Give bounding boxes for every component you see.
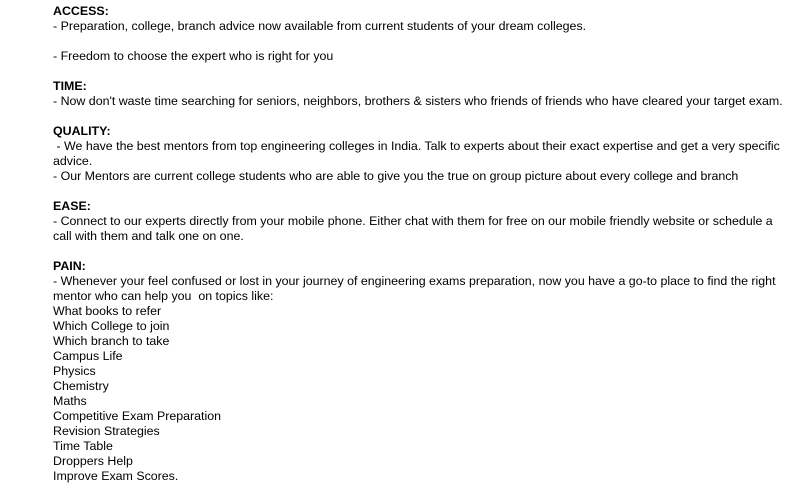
- document-body: [53, 4, 783, 484]
- section-pain: [53, 259, 783, 484]
- topic-item: Campus Life: [53, 349, 123, 363]
- section-access: [53, 4, 783, 64]
- topic-item: What books to refer: [53, 304, 162, 318]
- section-heading: PAIN:: [53, 259, 86, 273]
- paragraph-line: - We have the best mentors from top engineering colleges in India. Talk to experts about their exact expertise and get a very specific advice.: [53, 139, 784, 168]
- topic-item: Competitive Exam Preparation: [53, 409, 222, 423]
- paragraph-line: - Our Mentors are current college students who are able to give you the true on group picture about every college and branch: [53, 169, 739, 183]
- topic-item: Droppers Help: [53, 454, 133, 468]
- paragraph-line: - Connect to our experts directly from your mobile phone. Either chat with them for free on our mobile friendly website or schedule a call with them and talk one on one.: [53, 214, 777, 243]
- paragraph-line: - Whenever your feel confused or lost in your journey of engineering exams preparation, now you have a go-to place to find the right mentor who can help you on topics like:: [53, 274, 779, 303]
- topic-item: Improve Exam Scores.: [53, 469, 179, 483]
- paragraph-line: - Now don't waste time searching for seniors, neighbors, brothers & sisters who friends of friends who have cleared your target exam.: [53, 94, 783, 108]
- topic-item: Maths: [53, 394, 87, 408]
- topic-list: [53, 304, 783, 484]
- paragraph-line: - Preparation, college, branch advice now available from current students of your dream colleges.: [53, 19, 587, 33]
- section-spacer: [53, 64, 783, 79]
- topic-item: Which College to join: [53, 319, 170, 333]
- section-spacer: [53, 109, 783, 124]
- paragraph-line: - Freedom to choose the expert who is right for you: [53, 49, 334, 63]
- topic-item: Chemistry: [53, 379, 109, 393]
- topic-item: Time Table: [53, 439, 113, 453]
- section-heading: ACCESS:: [53, 4, 109, 18]
- topic-item: Physics: [53, 364, 96, 378]
- section-heading: TIME:: [53, 79, 87, 93]
- section-ease: [53, 199, 783, 244]
- section-time: [53, 79, 783, 109]
- section-quality: [53, 124, 783, 184]
- blank-line: [53, 34, 783, 49]
- section-spacer: [53, 184, 783, 199]
- section-heading: EASE:: [53, 199, 91, 213]
- topic-item: Revision Strategies: [53, 424, 160, 438]
- section-spacer: [53, 244, 783, 259]
- topic-item: Which branch to take: [53, 334, 170, 348]
- section-heading: QUALITY:: [53, 124, 111, 138]
